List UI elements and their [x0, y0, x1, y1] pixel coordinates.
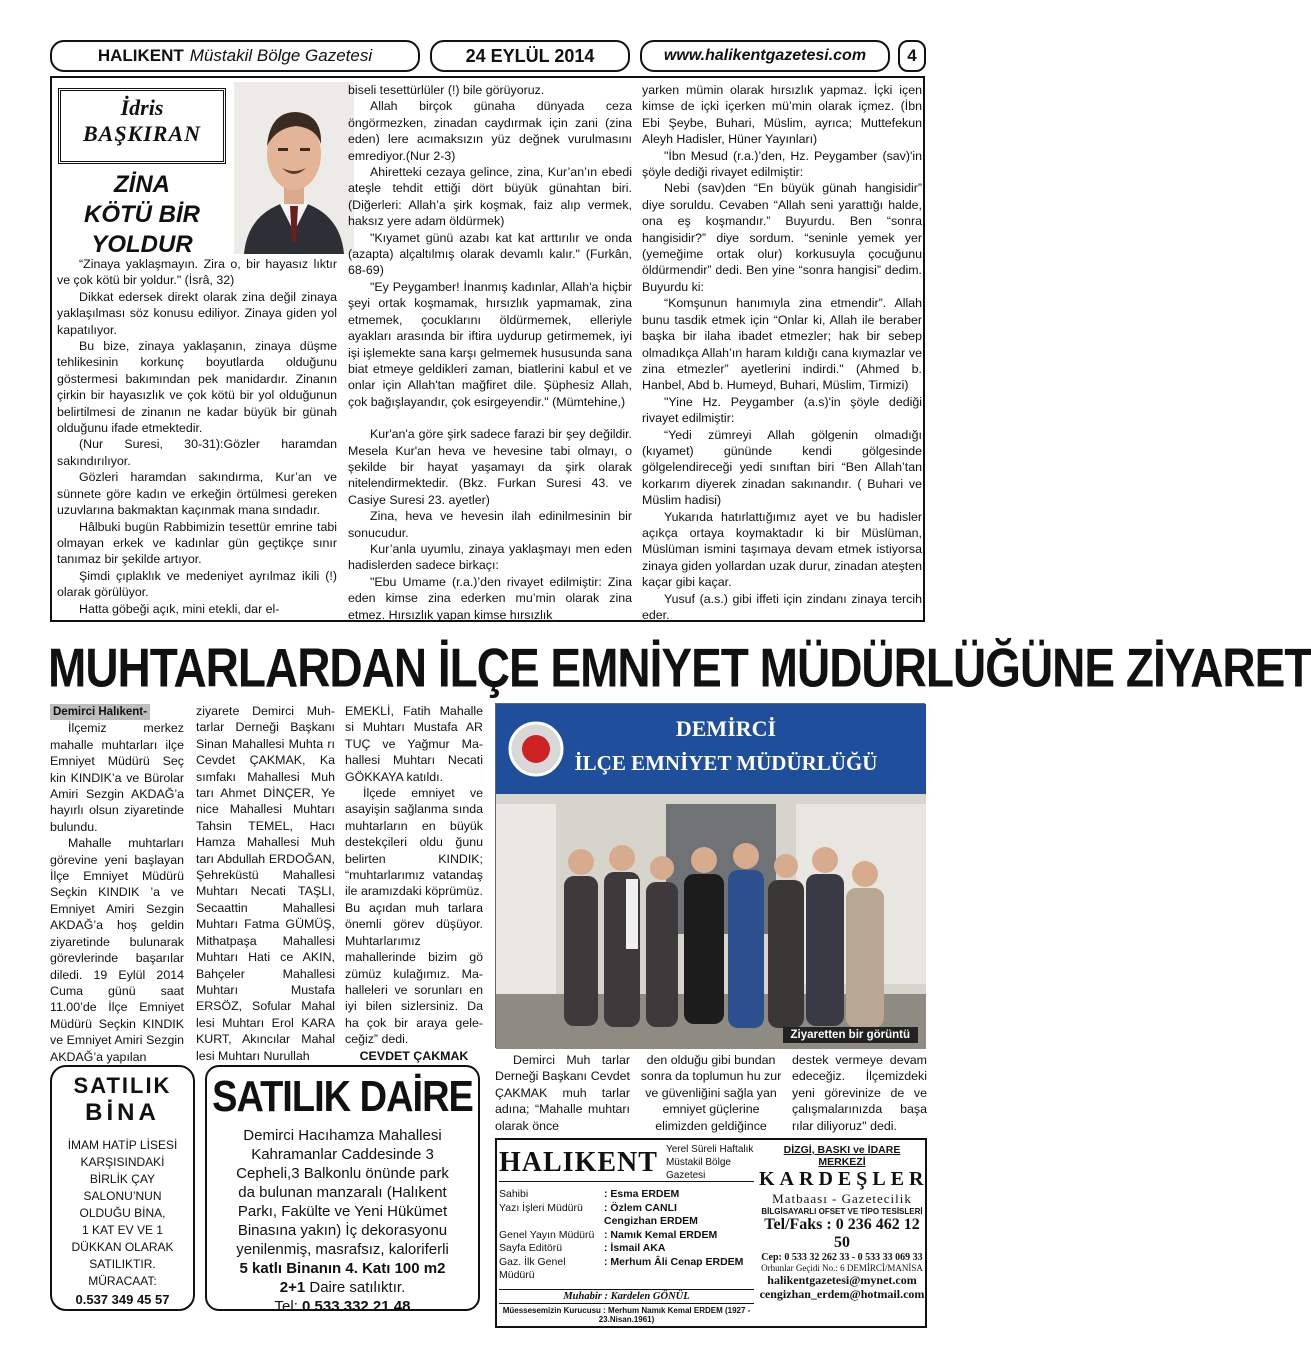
author-name-box	[58, 88, 226, 164]
paragraph: Bu bize, zinaya yaklaşanın, zinaya düşme tehlikesinin korkunç boyutlarda olduğunu göstermesi bakımından pek manidardır. Zinanın çirkin bir hayasızlık ve çok kötü bir yol olduğunun belirtilmesi de zinanın ne kadar büyük bir günah olduğunu ifade etmektedir.	[57, 339, 337, 436]
ad-body	[52, 1137, 193, 1290]
paragraph: Nebi (sav)den “En büyük günah hangisidir” diye soruldu. Cevaben “Allah seni yarattığı halde, ona eş koşmandır.” Buyurdu. Ben “sonra hangisidir?” diye sordum. “seninle yemek yer (yemeğime ortak olur) korkusuyla çocuğunu öldürmendir” dedi. Ben yine “sonra hangisi” dedim. Buyurdu ki:	[642, 181, 922, 294]
paragraph: "Ey Peygamber! İnanmış kadınlar, Allah'a hiçbir şeyi ortak koşmamak, hırsızlık yapmamak, zina etmemek, çocuklarını öldürmemek, elleriyle ayakları arasında bir iftira uydurup getirmemek, iyi işi işlemekte sana karşı gelmemek hususunda sana biat etmeye geldikleri zaman, biatlerini kabul et ve onlar için Allah'tan mağfiret dile. Şüphesiz Allah, çok bağışlayandır, çok esirgeyendir." (Mümtehine,)	[348, 279, 632, 409]
ad-line: Cepheli,3 Balkonlu önünde park	[236, 1165, 449, 1182]
paragraph: "Ebu Umame (r.a.)’den rivayet edilmiştir: Zina eden kimse zina ederken mu’min olarak zina etmez. Hırsızlık yapan kimse hırsızlık	[348, 574, 632, 622]
ad-title: SATILIK DAİRE	[212, 1073, 473, 1122]
paragraph: Hâlbuki bugün Rabbimizin tesettür emrine tabi olmayan erkek ve kadınlar gün geçtikçe sınır tanımaz bir şekilde artıyor.	[57, 519, 337, 567]
paragraph: "Yine Hz. Peygamber (a.s)'in şöyle dediği rivayet edilmiştir:	[642, 394, 922, 426]
paragraph: “Komşunun hanımıyla zina etmendir”. Allah bunu tasdik etmek için “Onlar ki, Allah ile beraber başka bir ilaha ibadet etmezler; hak bir sebep olmadıkça Allah’ın haram kıldığı cana kıymazlar ve zina etmezler” ayetlerini indirdi." (Ahmed b. Hanbel, Abd b. Humeyd, Buhari, Müslim, Tirmizi)	[642, 296, 922, 393]
ad-phone[interactable]: 0.537 349 45 57	[75, 1292, 170, 1307]
news-photo	[495, 703, 925, 1048]
paragraph: Dikkat edersek direkt olarak zina değil zinaya yaklaşılması söz konusu ediliyor. Zinaya giden yol kapatılıyor.	[57, 289, 337, 337]
staff-name: : Merhum Âli Cenap ERDEM	[604, 1255, 744, 1268]
staff-row	[499, 1256, 754, 1283]
byline-tag: Demirci Halıkent-	[50, 704, 150, 720]
paragraph: den olduğu gibi bundan sonra da toplumun hu zur ve güvenliğini sağla yan emniyet güçlerine elimizden geldiğince	[640, 1053, 782, 1133]
correspondent: Muhabir : Kardelen GÖNÜL	[499, 1289, 754, 1304]
staff-role: Yazı İşleri Müdürü	[499, 1201, 583, 1214]
headline-line-3: YOLDUR	[91, 231, 193, 258]
page-number: 4	[898, 40, 926, 72]
headline-line-2: KÖTÜ BİR	[84, 201, 200, 228]
masthead	[495, 1138, 927, 1328]
news-headline: MUHTARLARDAN İLÇE EMNİYET MÜDÜRLÜĞÜNE ZİYARET	[48, 637, 1311, 699]
news-column-1	[50, 703, 184, 1065]
printer-heading: DİZGİ, BASKI ve İDARE MERKEZİ	[783, 1144, 901, 1168]
news-column-5	[640, 1052, 782, 1134]
paper-name-box	[50, 40, 420, 72]
paragraph: Kur'an'a göre şirk sadece farazi bir şey değildir. Mesela Kur'an heva ve hevesine tabi olmayı, o şekilde bir hayat yaşamayı da şirk olarak nitelendirmektedir. (Bkz. Furkan Suresi 43. ve Casiye Suresi 23. ayetler)	[348, 427, 632, 507]
ad-line	[207, 1278, 478, 1297]
ad-phone-line	[207, 1297, 478, 1316]
news-column-6	[792, 1052, 927, 1134]
staff-row	[499, 1242, 754, 1256]
ad-line: da bulunan manzaralı (Halıkent	[238, 1184, 447, 1201]
masthead-subtitle	[666, 1143, 754, 1182]
paragraph: destek vermeye devam edeceğiz. İlçemizdeki yeni görevinize de ve çalışmalarınızda başa rılar diliyoruz" dedi.	[792, 1053, 927, 1133]
paragraph: İlçede emniyet ve asayişin sağlanma sında muhtarların en büyük destekçileri oldu ğunu belirten KINDIK; “muhtarlarımız vatandaş ile aramızdaki köprümüz. Bu açıdan muh tarlara önemli görev düşüyor. Muhtarlarımız mahallerinde bizim gö zümüz kulağımız. Mahalleleri ve sorunları en iyi bilen sizlersiniz. Da ha çok bir araya geleceğiz” dedi.	[345, 786, 483, 1047]
printer-facilities: BİLGİSAYARLI OFSET VE TİPO TESİSLERİ	[761, 1207, 923, 1216]
paragraph: Hatta göbeği açık, mini etekli, dar el-	[79, 601, 280, 616]
staff-name: Cengizhan ERDEM	[604, 1215, 698, 1227]
paragraph: yarken mümin olarak hırsızlık yapmaz. İçki içen kimse de içki içerken mü’min olarak içmez. (İbn Ebi Şeybe, Buhari, Müslim, ayrıca; Muttefekun Aleyh Hadisler, Hüner Yayınları)	[642, 83, 922, 147]
staff-row	[499, 1215, 754, 1229]
ad-line: 1 KAT EV VE 1	[82, 1223, 163, 1237]
paragraph: Yukarıda hatırlattığımız ayet ve bu hadisler açıkça ortaya koymaktadır ki bir Müslüman, Müslüman ismini taşımaya devam etmek istiyorsa zinaya giden yollardan uzak durur, zinadan ateşten kaçar gibi kaçar.	[642, 509, 922, 590]
ad-line: Binasına yakın) İç dekorasyonu	[237, 1222, 448, 1239]
author-first-name: İdris	[120, 95, 164, 120]
paper-name: HALIKENT	[97, 46, 184, 65]
staff-list	[499, 1188, 754, 1283]
ad-line: Parkı, Fakülte ve Yeni Hükümet	[237, 1203, 448, 1220]
masthead-name: HALIKENT	[499, 1146, 658, 1178]
staff-role: Genel Yayın Müdürü	[499, 1228, 595, 1241]
building-sign-line-1: DEMİRCİ	[675, 716, 777, 741]
staff-role: Gaz. İlk Genel Müdürü	[499, 1255, 566, 1281]
paragraph: “Yedi zümreyi Allah gölgenin olmadığı (kıyamet) gününde kendi gölgesinde gölgelendireceği yedi sınıftan biri “Ben Allah’tan korkarım diyerek zinadan sakınandır. ( Buhari ve Müslim hadisi)	[642, 427, 922, 508]
building-sign-line-2: İLÇE EMNİYET MÜDÜRLÜĞÜ	[574, 751, 878, 775]
paragraph: Demirci Muh tarlar Derneği Başkanı Cevdet ÇAKMAK muh tarlar adına; “Mahalle muhtarı olarak önce	[495, 1053, 630, 1133]
printer-name: KARDEŞLER	[759, 1168, 929, 1190]
website-url[interactable]: www.halikentgazetesi.com	[640, 40, 890, 72]
ad-body	[207, 1126, 478, 1316]
ad-line: OLDUĞU BİNA,	[79, 1206, 166, 1220]
photo-caption: Ziyaretten bir görüntü	[783, 1027, 918, 1043]
email-link[interactable]: halikentgazetesi@mynet.com	[767, 1273, 917, 1287]
headline-line-1: ZİNA	[114, 171, 170, 198]
ad-line: Kahramanlar Caddesinde 3	[251, 1146, 434, 1163]
masthead-logo	[499, 1144, 754, 1182]
paragraph: (Nur Suresi, 30-31):Gözler haramdan sakındırılıyor.	[57, 437, 337, 468]
news-signature: CEVDET ÇAKMAK	[359, 1048, 469, 1063]
ad-phone-label: Tel:	[274, 1298, 303, 1315]
staff-role: Sayfa Editörü	[499, 1242, 563, 1254]
staff-role: Sahibi	[499, 1188, 529, 1200]
paragraph: Yusuf (a.s.) gibi iffeti için zindanı zinaya tercih eder.	[642, 591, 922, 622]
paragraph: Şimdi çıplaklık ve medeniyet ayrılmaz ikili (!) olarak görülüyor.	[57, 568, 337, 600]
ad-rooms: 2+1	[279, 1279, 306, 1296]
ad-line: Demirci Hacıhamza Mahallesi	[243, 1127, 442, 1144]
paragraph: EMEKLİ, Fatih Mahalle si Muhtarı Mustafa AR TUÇ ve Yağmur Mahallesi Muhtarı Necati GÖKKAYA katıldı.	[345, 704, 483, 784]
ad-line: yenilenmiş, masrafsız, kaloriferli	[236, 1241, 449, 1258]
ad-line: BİRLİK ÇAY	[89, 1172, 156, 1186]
staff-row	[499, 1202, 754, 1216]
paragraph: biseli tesettürlüler (!) bile görüyoruz.	[348, 83, 545, 97]
ad-title-line-1: SATILIK	[73, 1073, 172, 1098]
printer-tel: Tel/Faks : 0 236 462 12 50	[764, 1216, 920, 1251]
column-article	[50, 76, 925, 622]
printer-mobile: Cep: 0 533 32 262 33 - 0 533 33 069 33	[761, 1252, 923, 1263]
masthead-sub-1: Yerel Süreli Haftalık	[665, 1144, 754, 1155]
issue-date: 24 EYLÜL 2014	[430, 40, 630, 72]
ad-line: 5 katlı Binanın 4. Katı 100 m2	[239, 1260, 446, 1277]
page-header	[50, 40, 925, 74]
group-photo-image	[496, 704, 926, 1049]
ad-line: SATILIKTIR.	[89, 1257, 156, 1271]
staff-name: : İsmail AKA	[604, 1242, 666, 1254]
staff-row	[499, 1188, 754, 1202]
masthead-staff	[499, 1144, 754, 1324]
ad-rooms-text: Daire satılıktır.	[305, 1279, 406, 1296]
article-column-3	[642, 82, 922, 623]
news-column-2	[196, 703, 335, 1064]
author-portrait-image	[234, 82, 354, 254]
paper-subtitle: Müstakil Bölge Gazetesi	[189, 46, 373, 65]
author-last-name: BAŞKIRAN	[82, 121, 202, 146]
article-column-1	[57, 256, 337, 617]
paragraph: "Kıyamet günü azabı kat kat arttırılır ve onda (azapta) alçaltılmış olarak devamlı kalır." (Furkân, 68-69)	[348, 230, 632, 278]
printer-info	[759, 1144, 929, 1301]
paragraph: Zina, heva ve hevesin ilah edinilmesinin bir sonucudur.	[348, 509, 632, 540]
spacer	[348, 410, 632, 426]
article-column-2	[348, 82, 632, 623]
paragraph: Ahiretteki cezaya gelince, zina, Kur’an’ın ebedi ateşle tehdit ettiği dört büyük günahtan biri. (Diğerleri: Allah’a şirk koşmak, faiz alıp vermek, haksız yere adam öldürmek)	[348, 165, 632, 229]
email-link[interactable]: cengizhan_erdem@hotmail.com	[759, 1287, 925, 1301]
article-headline	[58, 170, 226, 260]
ad-line: DÜKKAN OLARAK	[71, 1240, 174, 1254]
paragraph: “Zinaya yaklaşmayın. Zira o, bir hayasız lıktır ve çok kötü bir yoldur." (İsrâ, 32)	[57, 257, 337, 288]
paragraph: Mahalle muhtarları görevine yeni başlayan İlçe Emniyet Müdürü Seçkin KINDIK ’a ve Emniyet Amiri Sezgin AKDAĞ’a hoş geldin ziyaretinde bulunarak görevlerinde başarılar diledi. 19 Eylül 2014 Cuma günü saat 11.00’de İlçe Emniyet Müdürü Seçkin KINDIK ve Emniyet Amiri Sezgin AKDAĞ’a yapılan	[50, 836, 184, 1064]
staff-role	[499, 1215, 604, 1229]
author-photo	[234, 82, 354, 254]
ad-title-line-2: BİNA	[85, 1099, 160, 1126]
paragraph: "İbn Mesud (r.a.)’den, Hz. Peygamber (sav)'in şöyle dediği rivayet edilmiştir:	[642, 148, 922, 180]
ad-line: MÜRACAAT:	[88, 1274, 157, 1288]
paragraph: Gözleri haramdan sakındırma, Kur’an ve sünnete göre kadın ve erkeğin örtülmesi gereken uzuvlarına bakmaktan kaçınmak mana sındadır.	[57, 470, 337, 518]
byline	[50, 703, 184, 720]
paragraph: Allah birçok günaha dünyada ceza öngörmezken, zinadan caydırmak için zani (zina eden) lere acımaksızın yüz değnek vurulmasını emrediyor.(Nur 2-3)	[348, 99, 632, 163]
paragraph: ziyarete Demirci Muhtarlar Derneği Başkanı Sinan Mahallesi Muhta rı Cevdet ÇAKMAK, Ka sımfakı Mahallesi Muh tarı Ahmet DİNÇER, Ye nice Mahallesi Muhtarı Tahsin TEMEL, Hacı Hamza Mahallesi Muh tarı Abdullah ERDOĞAN, Şehreküstü Mahallesi Muhtarı Necati TAŞLI, Secaattin Mahallesi Muhtarı Fatma GÜMÜŞ, Mithatpaşa Mahallesi Muhtarı Hati ce AKIN, Bahçeler Mahallesi Muhtarı Mustafa ERSÖZ, Sofular Mahal lesi Muhtarı Erol KARA KURT, Akıncılar Mahal lesi Muhtarı Nurullah	[196, 704, 335, 1063]
ad-line: KARŞISINDAKİ	[80, 1155, 165, 1169]
news-column-3	[345, 703, 483, 1064]
paragraph: Kur’anla uyumlu, zinaya yaklaşmayı men eden hadislerden sadece birkaçı:	[348, 541, 632, 573]
ad-phone[interactable]: 0 533 332 21 48	[302, 1298, 411, 1315]
news-column-4	[495, 1052, 630, 1134]
ad-line: İMAM HATİP LİSESİ	[67, 1138, 178, 1152]
ad-line: SALONU’NUN	[83, 1189, 162, 1203]
printer-address: Orhunlar Geçidi No.: 6 DEMİRCİ/MANİSA	[761, 1263, 923, 1273]
ad-apartment-for-sale	[205, 1065, 480, 1315]
printer-subtitle: Matbaası - Gazetecilik	[772, 1191, 912, 1206]
staff-name: : Namık Kemal ERDEM	[604, 1228, 718, 1241]
masthead-sub-2: Müstakil Bölge Gazetesi	[665, 1157, 731, 1181]
staff-name: : Esma ERDEM	[604, 1188, 680, 1200]
staff-name: : Özlem CANLI	[604, 1201, 677, 1214]
paragraph: İlçemiz merkez mahalle muhtarları ilçe Emniyet Müdürü Seç kin KINDIK’a ve Bürolar Amiri Sezgin AKDAĞ’a hayırlı olsun ziyaretinde bulundu.	[50, 721, 184, 834]
founder-note: Müessesemizin Kurucusu : Merhum Namık Kemal ERDEM (1927 - 23.Nisan.1961)	[502, 1305, 751, 1324]
staff-row	[499, 1229, 754, 1243]
ad-building-for-sale	[50, 1065, 195, 1311]
